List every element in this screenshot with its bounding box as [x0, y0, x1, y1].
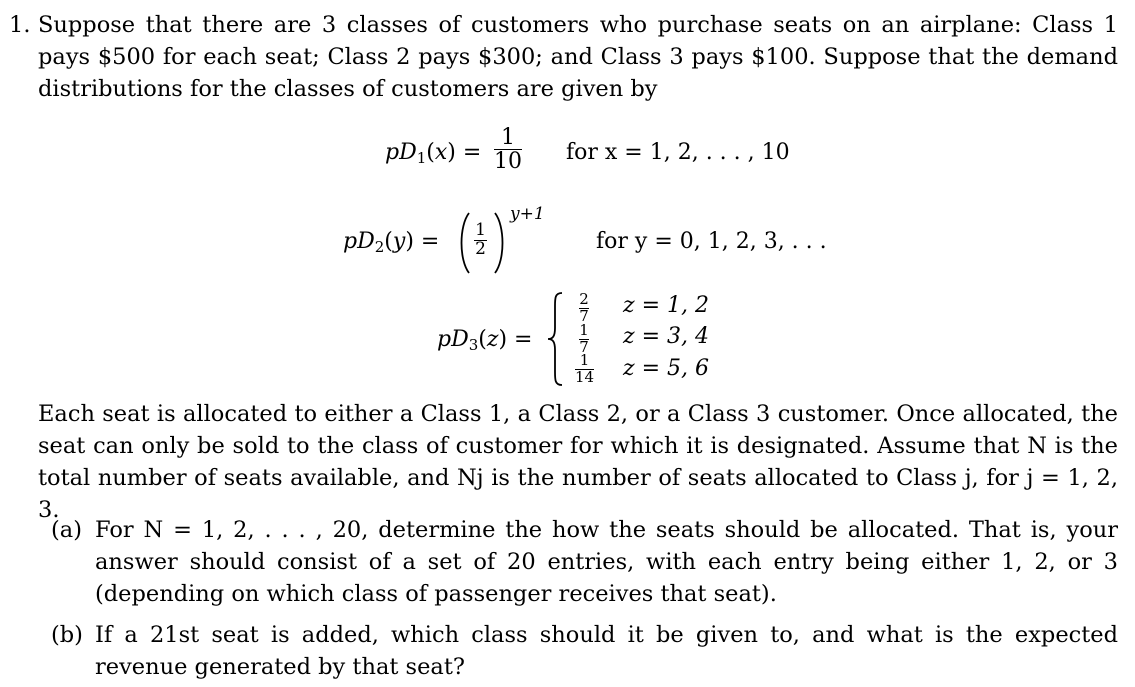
left-paren-large [457, 212, 471, 274]
part-a-text: For N = 1, 2, . . . , 20, determine the how the seats should be allocated. That is, your answer should consist of a set of 20 entries, with each entry being either 1, 2, or 3 (depending on which class of passenger receives that seat). [95, 517, 1118, 607]
eq3-case2-cond: z = 3, 4 [623, 324, 709, 349]
left-brace [546, 292, 564, 386]
eq3-case2-num: 1 [579, 321, 589, 339]
part-a-label: (a) [51, 517, 82, 543]
part-b-label: (b) [51, 622, 83, 648]
eq1-numerator: 1 [501, 125, 515, 150]
eq2-condition: for y = 0, 1, 2, 3, . . . [596, 229, 827, 254]
eq2-numerator: 1 [475, 220, 486, 240]
eq3-case1-num: 2 [579, 290, 589, 308]
eq3-case1-cond: z = 1, 2 [623, 293, 709, 318]
eq3-case1-den: 7 [579, 306, 589, 325]
problem-number: 1. [9, 12, 31, 38]
part-b-text: If a 21st seat is added, which class should it be given to, and what is the expected revenue generated by that seat? [95, 622, 1118, 680]
eq3-case3-cond: z = 5, 6 [623, 356, 709, 381]
right-paren-large [493, 212, 507, 274]
allocation-paragraph: Each seat is allocated to either a Class 1, a Class 2, or a Class 3 customer. Once allocated, the seat can only be sold to the class of customer for which it is designated. Assume that N is the total number of seats available, and Nj is the number of seats allocated to Class j, for j = 1, 2, 3. [38, 401, 1118, 523]
problem-intro: Suppose that there are 3 classes of customers who purchase seats on an airplane: Class 1 pays $500 for each seat; Class 2 pays $300; and Class 3 pays $100. Suppose that the demand distributions for the classes of customers are given by [38, 12, 1118, 102]
eq1-condition: for x = 1, 2, . . . , 10 [566, 140, 790, 165]
eq3-case3-num: 1 [579, 351, 590, 369]
eq2-exponent: y+1 [510, 204, 545, 224]
eq2-denominator: 2 [475, 238, 486, 259]
eq3-case2-den: 7 [579, 337, 589, 356]
eq1-denominator: 10 [494, 149, 522, 175]
eq3-case3-den: 14 [575, 367, 595, 386]
